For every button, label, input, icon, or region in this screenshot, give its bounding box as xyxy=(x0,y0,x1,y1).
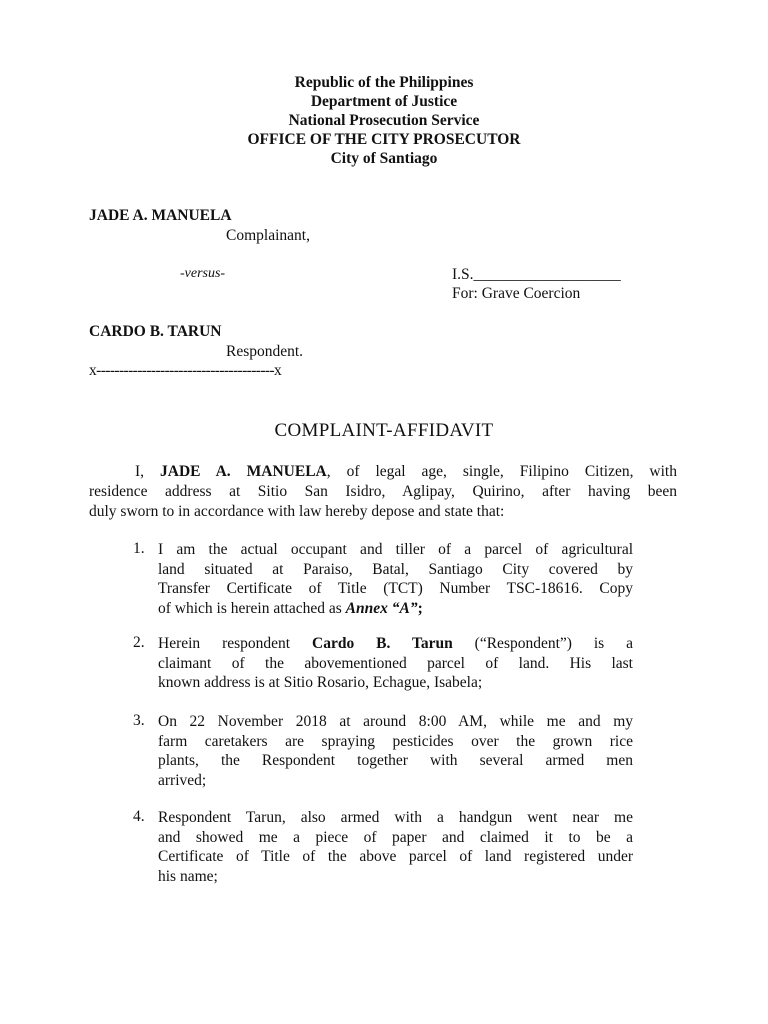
document-title: COMPLAINT-AFFIDAVIT xyxy=(274,420,494,441)
intro-line-2: residence address at Sitio San Isidro, Aglipay, Quirino, after having been xyxy=(89,483,677,500)
offense-label: For: Grave Coercion xyxy=(452,285,581,302)
item-text: Herein respondent Cardo B. Tarun (“Respondent”) is a claimant of the abovementioned parcel of land. His last known address is at Sitio Rosario, Echague, Isabela; xyxy=(158,635,633,691)
item-number: 3. xyxy=(133,712,145,729)
is-number-field: I.S.___________________ xyxy=(452,266,621,283)
intro-complainant-name: JADE A. MANUELA xyxy=(160,463,327,480)
caption-divider: x---------------------------------------x xyxy=(89,362,282,379)
respondent-name-inline: Cardo B. Tarun xyxy=(312,635,453,652)
respondent-role: Respondent. xyxy=(226,343,304,360)
header-city: City of Santiago xyxy=(330,150,438,167)
item-text: Respondent Tarun, also armed with a handgun went near me and showed me a piece of paper and claimed it to be a Certificate of Title of the above parcel of land registered under his name; xyxy=(158,809,633,885)
header-office: OFFICE OF THE CITY PROSECUTOR xyxy=(247,131,521,148)
complainant-name: JADE A. MANUELA xyxy=(89,207,232,224)
intro-line-1: I, JADE A. MANUELA, of legal age, single, Filipino Citizen, with xyxy=(135,463,677,480)
item-number: 4. xyxy=(133,808,145,825)
header-republic: Republic of the Philippines xyxy=(294,74,474,91)
item-text: On 22 November 2018 at around 8:00 AM, while me and my farm caretakers are spraying pesticides over the grown rice plants, the Respondent together with several armed men arrived; xyxy=(158,713,633,789)
intro-line-3: duly sworn to in accordance with law hereby depose and state that: xyxy=(89,503,505,520)
header-service: National Prosecution Service xyxy=(288,112,480,129)
complainant-role: Complainant, xyxy=(226,227,310,244)
respondent-name: CARDO B. TARUN xyxy=(89,323,222,340)
versus-label: -versus- xyxy=(180,266,226,281)
item-number: 1. xyxy=(133,540,145,557)
item-text: I am the actual occupant and tiller of a parcel of agricultural land situated at Paraiso, Batal, Santiago City covered by Transfer Certificate of Title (TCT) Number TSC-18616. Copy of which is herein attached as Annex “A”; xyxy=(158,541,633,617)
annex-reference: Annex “A” xyxy=(345,599,418,617)
document-header xyxy=(0,73,768,168)
header-department: Department of Justice xyxy=(310,93,458,110)
item-number: 2. xyxy=(133,634,145,651)
intro-paragraph xyxy=(89,462,677,522)
